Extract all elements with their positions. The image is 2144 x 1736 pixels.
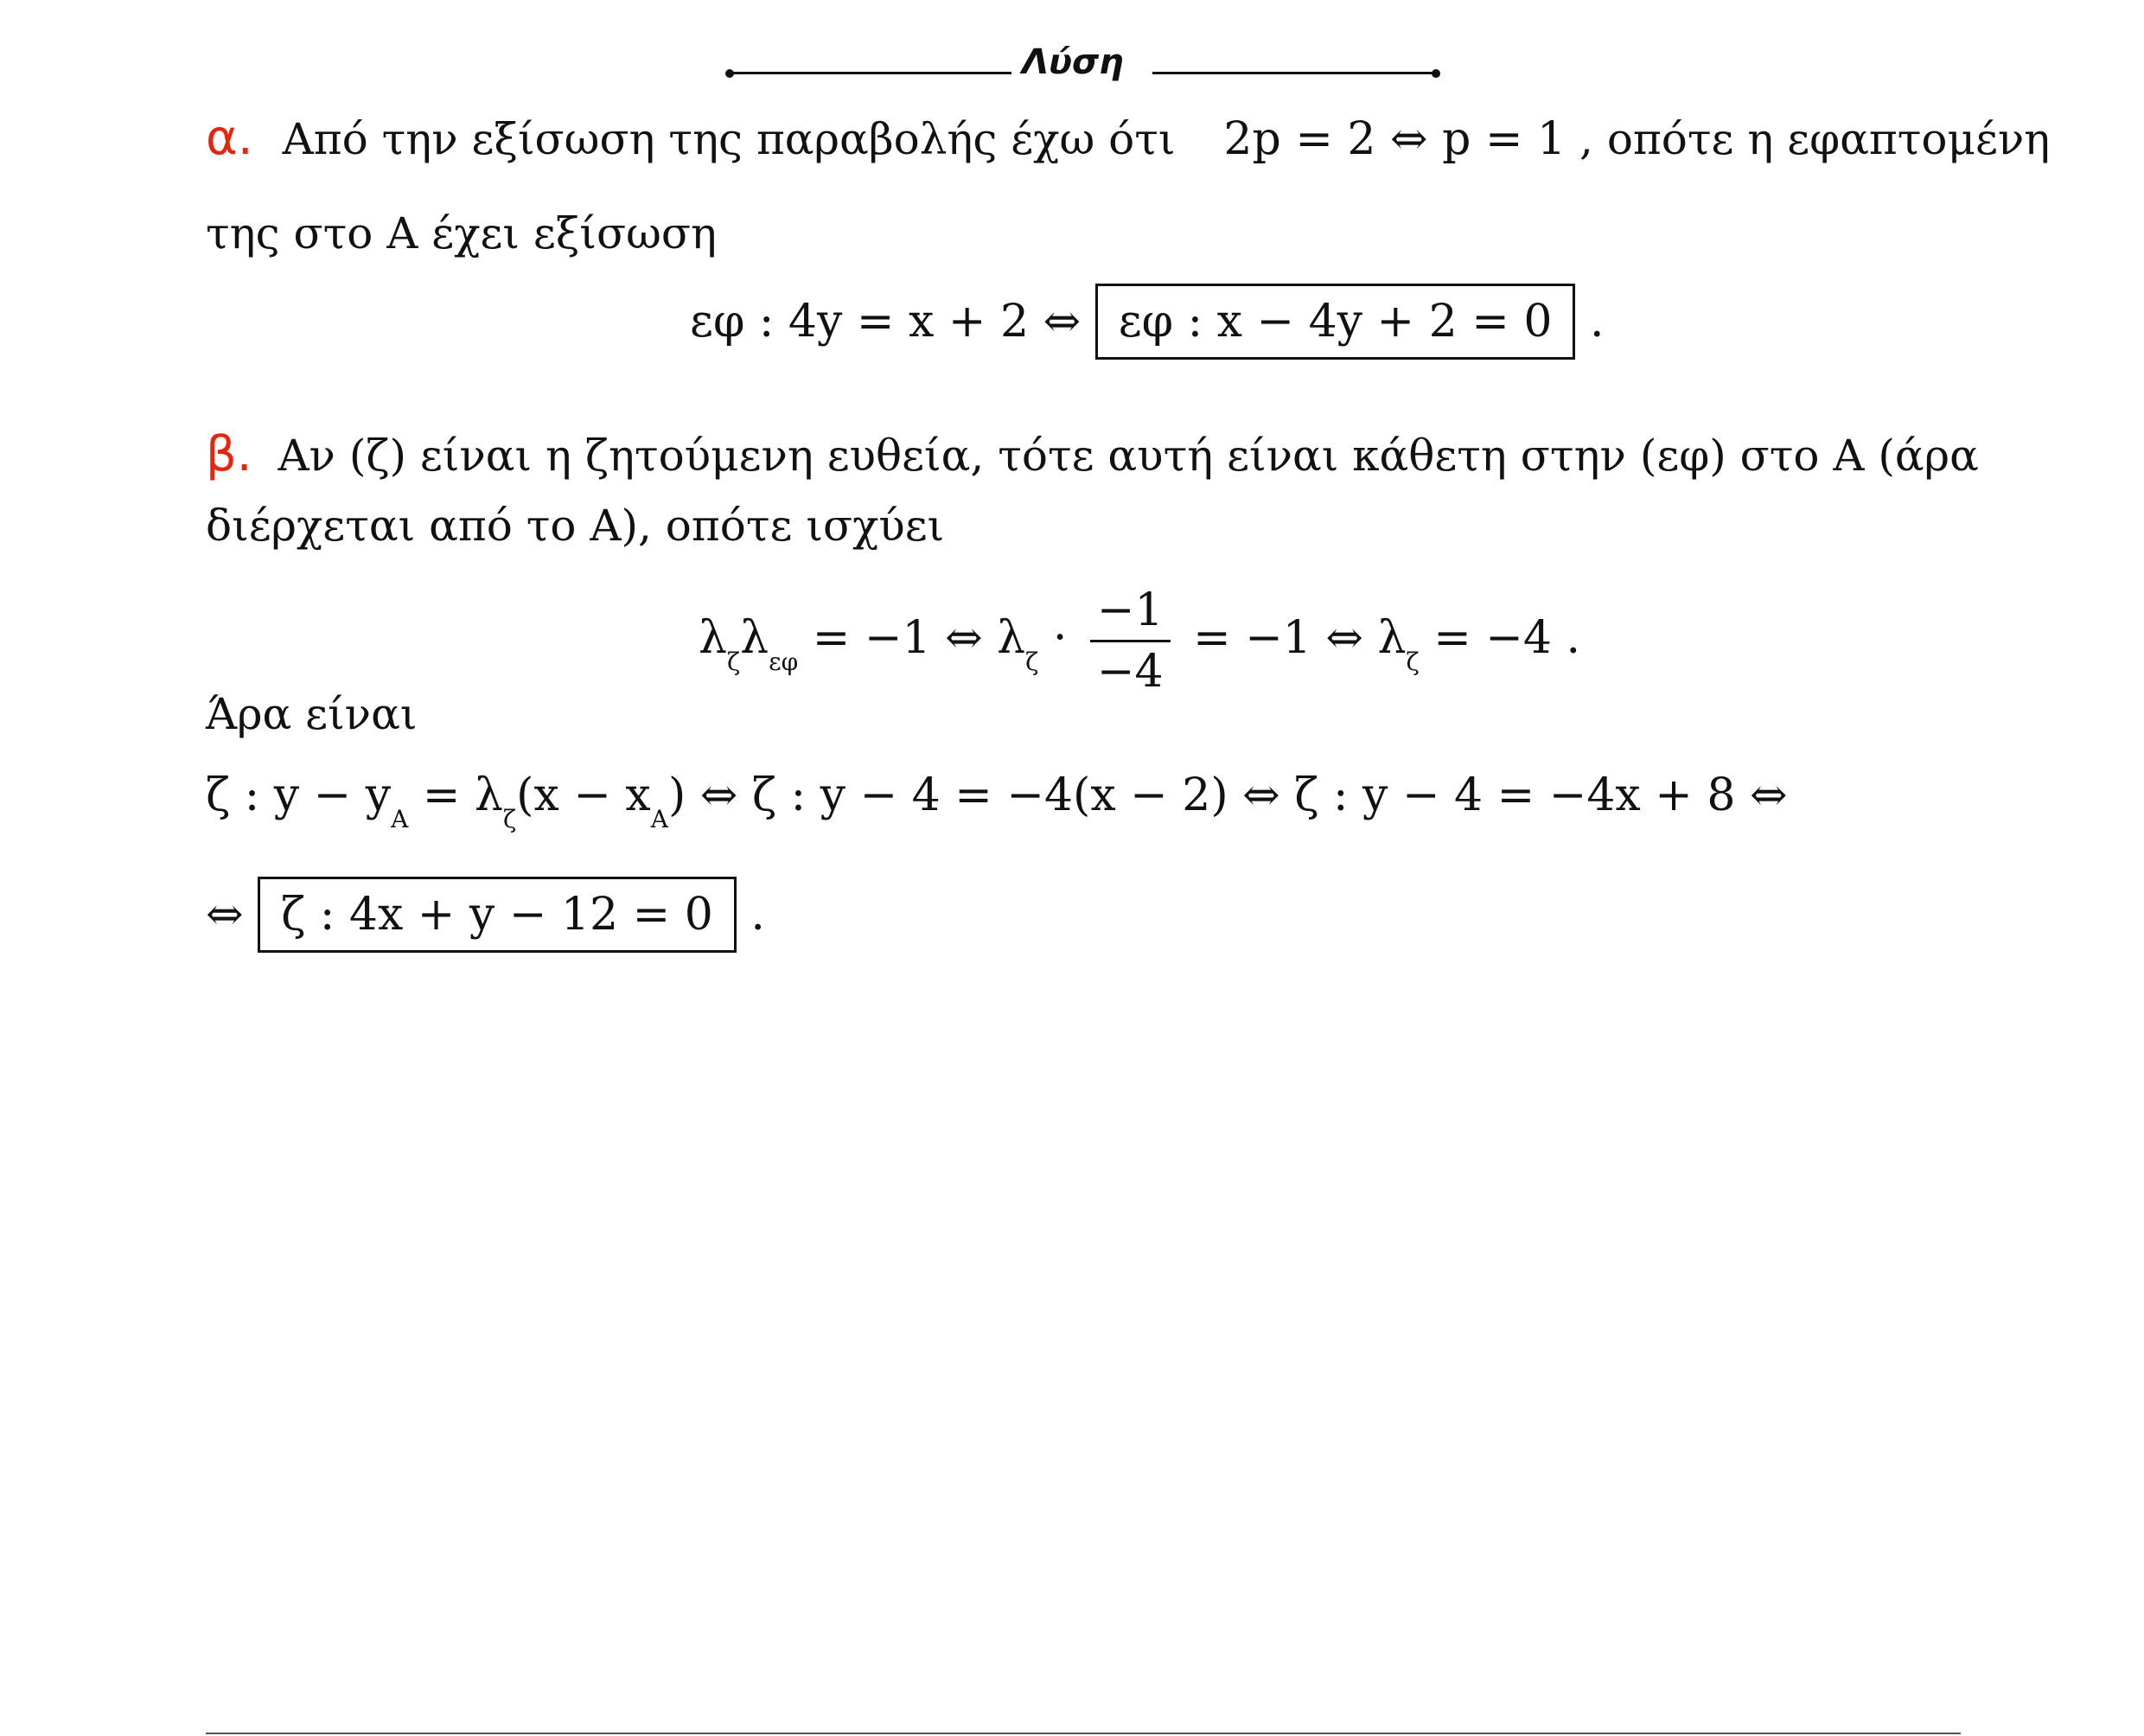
slope-eq-mid2: = −1 ⇔ bbox=[1193, 612, 1363, 664]
part-a-marker: α. bbox=[206, 110, 253, 166]
fraction-numerator: −1 bbox=[1090, 581, 1171, 642]
part-a-line1 bbox=[206, 112, 2050, 165]
part-b-text1: Αν (ζ) είναι η ζητούμενη ευθεία, τότε αυτή είναι κάθετη στην (εφ) στο A (άρα bbox=[278, 431, 1979, 481]
part-b-line2: διέρχεται από το A), οπότε ισχύει bbox=[206, 501, 945, 551]
sub-A-2: A bbox=[650, 805, 668, 833]
lambda-zeta-2: $\lambda_\zeta$ bbox=[997, 612, 1039, 676]
part-a-boxed-result: εφ : x − 4y + 2 = 0 bbox=[1095, 284, 1576, 360]
slope-eq-mid: = −1 ⇔ bbox=[812, 612, 983, 664]
part-b-final-equation bbox=[206, 877, 765, 953]
slope-eq-end: = −4 . bbox=[1433, 612, 1580, 664]
part-b-marker: β. bbox=[206, 426, 252, 482]
part-a-equation bbox=[690, 284, 1605, 360]
part-a-inline-eq: 2p = 2 ⇔ p = 1 bbox=[1223, 113, 1567, 165]
final-iff: ⇔ bbox=[206, 889, 244, 941]
part-b-slope-equation bbox=[699, 578, 1580, 705]
fraction-denominator: −4 bbox=[1096, 646, 1164, 698]
part-a-eq-end: . bbox=[1590, 296, 1605, 348]
part-a-text1-end: , οπότε η εφαπτομένη bbox=[1579, 114, 2051, 164]
fraction bbox=[1090, 581, 1171, 701]
multiply-dot: · bbox=[1052, 612, 1068, 664]
part-b-line1 bbox=[206, 426, 1979, 482]
sub-A-1: A bbox=[391, 805, 409, 833]
sub-zeta: ζ bbox=[502, 805, 517, 833]
header-left-line bbox=[730, 72, 1011, 74]
part-a-text1: Από την εξίσωση της παραβολής έχω ότι bbox=[282, 114, 1176, 164]
lambda-ef: $\lambda_{\varepsilon\varphi}$ bbox=[740, 612, 799, 676]
part-b-ara: Άρα είναι bbox=[206, 689, 418, 739]
lambda-zeta: $\lambda_\zeta$ bbox=[699, 612, 741, 676]
lambda-zeta-3: $\lambda_\zeta$ bbox=[1377, 612, 1420, 676]
page-title: Λύση bbox=[1022, 42, 1124, 82]
part-a-line2: της στο A έχει εξίσωση bbox=[206, 208, 717, 258]
footer-rule bbox=[206, 1733, 1961, 1734]
final-end: . bbox=[750, 889, 765, 941]
part-b-boxed-result: ζ : 4x + y − 12 = 0 bbox=[258, 877, 737, 953]
part-b-line-equation: ζ : $y - y_A = \lambda_\zeta(x - x_A)$ ⇔ ζ : y − 4 = −4(x − 2) ⇔ ζ : y − 4 = −4x + 8 ⇔ bbox=[206, 769, 1788, 833]
header-right-line bbox=[1152, 72, 1434, 74]
part-a-eq-left: εφ : 4y = x + 2 ⇔ bbox=[690, 296, 1082, 348]
header-right-dot bbox=[1432, 69, 1440, 78]
